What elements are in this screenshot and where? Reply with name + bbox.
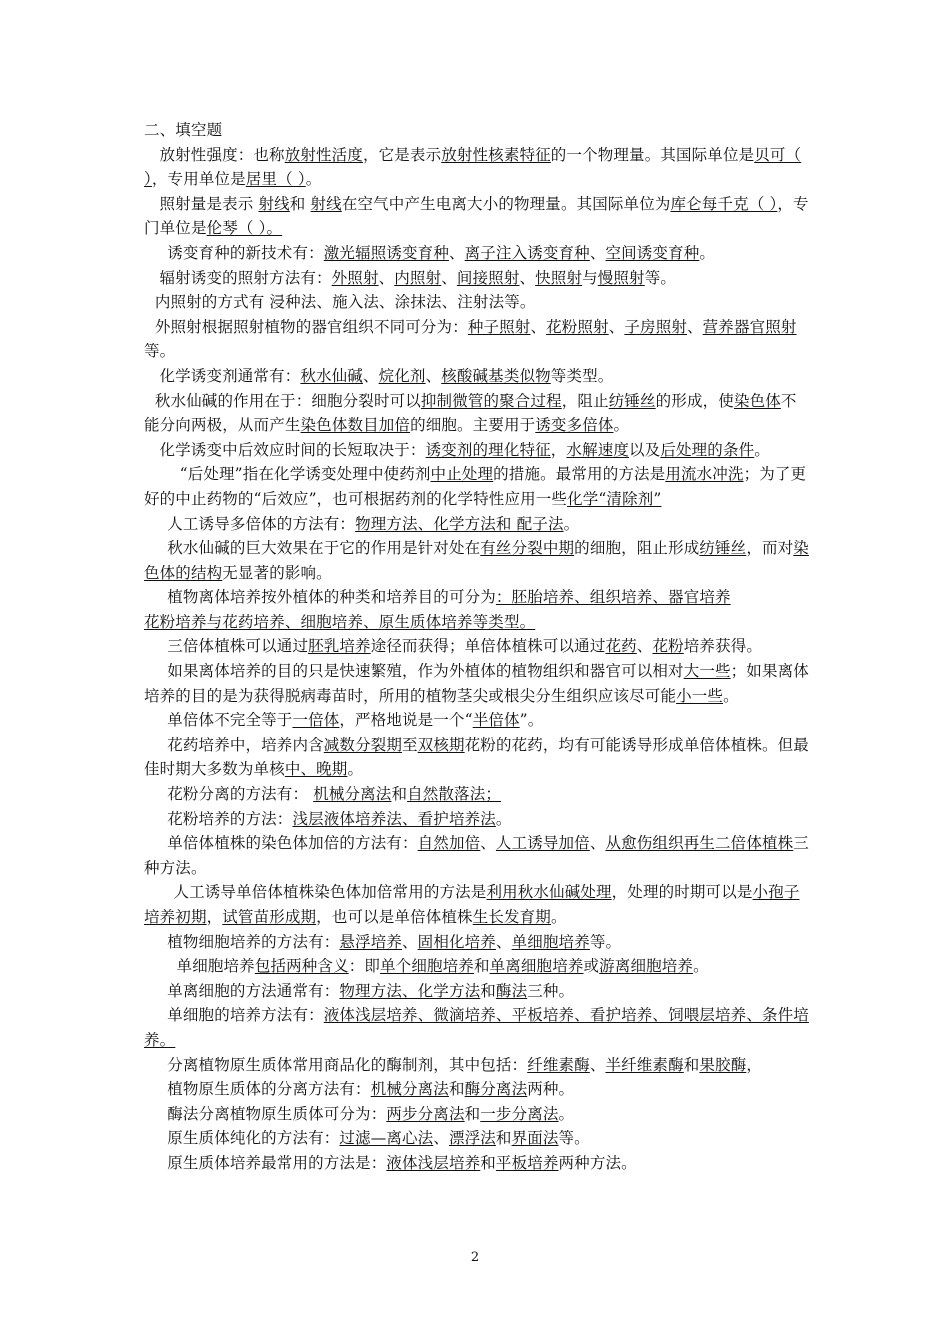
question-text: 等。 [644,268,677,287]
answer-blank: 诱变多倍体 [535,416,614,435]
question-text: 等类型。 [550,366,614,385]
question-text: 人工诱导多倍体的方法有： [167,514,356,533]
question-text: ，专门单位是 [144,194,809,238]
paragraph [144,512,812,537]
answer-blank: 生长发育期 [472,908,551,926]
paragraph [144,1151,812,1176]
question-text: 、 [589,1055,606,1074]
answer-blank: 抑制微管的聚合过程 [420,391,562,410]
paragraph [144,389,812,438]
question-text: 诱变育种的新技术有： [167,243,324,262]
question-text: 单倍体不完全等于 [167,711,293,730]
question-text: 、 [378,268,395,287]
answer-blank: 水解速度 [566,440,630,459]
answer-blank: 贝可（ ） [144,145,802,189]
question-text: 原生质体纯化的方法有： [167,1129,340,1148]
answer-blank: 用流水冲洗 [665,465,744,484]
question-text: 单细胞的培养方法有： [167,1006,324,1025]
question-text: 、 [425,366,442,385]
answer-blank: 花粉 [652,637,684,656]
question-text: 植物原生质体的分离方法有： [167,1080,371,1099]
question-text: 和 [473,957,490,976]
paragraph [144,1003,812,1052]
question-text: 和 [480,981,496,1000]
answer-blank: 居里（ ） [245,170,306,189]
answer-blank: 烷化剂 [378,366,426,385]
answer-blank: 纺锤丝 [699,539,747,558]
question-text: 。 [699,243,716,262]
answer-blank: 固相化培养 [417,932,496,951]
paragraph [144,782,812,807]
paragraph [144,241,812,266]
question-text: 、 [687,317,703,336]
answer-blank: 花粉培养与花药培养、细胞培养、原生质体培养等类型。 [144,612,536,631]
question-text: ， [746,1055,762,1074]
answer-blank: 染色体 [733,391,781,410]
paragraph [144,659,812,708]
answer-blank: 射线 [310,194,342,213]
paragraph [144,192,812,241]
answer-blank: 物理方法、化学方法和 配子法 [355,514,564,533]
question-text: ，处理的时期可以是 [611,883,753,902]
question-text: 、 [480,834,496,853]
question-text: 。 [563,514,580,533]
question-text: 和 [448,1080,465,1099]
answer-blank: 空间诱变育种 [605,243,700,262]
question-text: 。 [693,957,709,976]
question-text: 化学诱变剂通常有： [159,366,301,385]
answer-blank: 秋水仙碱 [300,366,363,385]
paragraph [144,1126,812,1151]
question-text: 、 [362,366,379,385]
question-text: 照射量是表示 [159,194,259,213]
question-text: ：即 [348,957,381,976]
answer-blank: 化学“清除剂” [567,489,662,508]
answer-blank: 一步分离法 [480,1104,559,1123]
paragraph [144,1102,812,1127]
question-text: 、 [519,268,536,287]
question-text: 和 [391,785,408,804]
answer-blank: 平板培养 [495,1153,559,1172]
question-text: 放射性强度：也称 [159,145,285,164]
question-text: 辐射诱变的照射方法有： [159,268,332,287]
page-number: 2 [470,1250,480,1265]
answer-blank: 减数分裂期 [323,735,403,754]
question-text: 花粉培养的方法： [167,809,293,828]
question-text: 。 [754,440,770,459]
answer-blank: 纤维素酶 [527,1055,590,1074]
question-text: 。 [495,809,512,828]
paragraph [144,585,812,610]
answer-blank: 中止处理 [430,465,494,484]
question-text: 、 [636,637,653,656]
question-text: 的措施。最常用的方法是 [493,465,666,484]
answer-blank: 放射性核素特征 [441,145,551,164]
question-text: 、 [530,317,547,336]
question-text: ，它是表示 [362,145,442,164]
answer-blank: 纺锤丝 [608,391,656,410]
question-text: 。 [347,760,364,779]
answer-blank: 利用秋水仙碱处理 [486,883,612,902]
paragraph [144,733,812,782]
answer-blank: 物理方法、化学方法 [339,981,481,1000]
question-text: 与 [582,268,598,287]
answer-blank: 游离细胞培养 [599,957,694,976]
answer-blank: 染色体的结构 [144,539,809,582]
question-text: 、 [589,243,606,262]
answer-blank: 射线 [258,194,290,213]
question-text: ，阻止 [561,391,609,410]
paragraph [144,954,812,979]
question-text: 无显著的影响。 [222,563,332,582]
question-text: 。 [613,416,630,435]
question-text: ，而对 [746,539,794,558]
paragraph [144,831,812,880]
paragraph [144,462,812,511]
question-text: 人工诱导单倍体植株染色体加倍常用的方法是 [173,883,487,902]
question-text: ，专用单位是 [151,170,246,189]
question-text: ，严格地说是一个“ [339,711,473,730]
answer-blank: 酶法 [495,981,528,1000]
answer-blank: 从愈伤组织再生二倍体植株 [605,834,794,853]
question-text: 两种。 [527,1080,575,1099]
paragraph [144,634,812,659]
paragraph [144,880,812,929]
answer-blank: 小孢子培养初期 [144,883,800,926]
question-text: 和 [464,1104,481,1123]
answer-blank: 液体浅层培养 [386,1153,481,1172]
answer-blank: 有丝分裂中期 [480,539,575,558]
question-text: ，也可以是单倍体植株 [316,908,473,926]
question-text: 的细胞，阻止形成 [574,539,700,558]
answer-blank: 放射性活度 [284,145,363,164]
question-text: 在空气中产生电离大小的物理量。其国际单位为 [341,194,671,213]
question-text: 至 [402,735,418,754]
question-text: 花粉的花药，均有可能诱导形成单倍体植株。但最佳时期大多数为单核 [144,735,809,779]
answer-blank: 机械分离法 [313,785,392,804]
answer-blank: 人工诱导加倍 [495,834,590,853]
paragraph [144,315,812,364]
question-text: 植物细胞培养的方法有： [167,932,340,951]
answer-blank: ：胚胎培养、组织培养、器官培养 [495,588,731,607]
answer-blank: 酶分离法 [464,1080,528,1099]
paragraph [144,979,812,1004]
question-text: 酶法分离植物原生质体可分为： [167,1104,387,1123]
paragraph [144,266,812,291]
question-text: 、 [402,932,418,951]
question-text: 。 [558,1104,575,1123]
answer-blank: 离子注入诱变育种 [464,243,590,262]
answer-blank: 染色体数目加倍 [300,416,411,435]
question-text: 不能分向两极，从而产生 [144,391,797,435]
answer-blank: 营养器官照射 [702,317,797,336]
answer-blank: 单细胞培养 [511,932,590,951]
question-text: 的一个物理量。其国际单位是 [550,145,755,164]
answer-blank: 核酸碱基类似物 [441,366,551,385]
question-text: 外照射根据照射植物的器官组织不同可分为： [154,317,468,336]
question-text: 、 [433,1129,449,1148]
question-text: ；为了更好的中止药物的“后效应”，也可根据药剂的化学特性应用一些 [144,465,807,508]
question-text: 的形成，使 [655,391,734,410]
question-text: 秋水仙碱的巨大效果在于它的作用是针对处在 [167,539,481,558]
paragraph [144,1053,812,1078]
answer-blank: 液体浅层培养、微滴培养、平板培养、看护培养、饲喂层培养、条件培养。 [144,1006,809,1049]
document-body [144,118,812,1176]
question-text: 和 [495,1129,512,1148]
paragraph [144,536,812,585]
question-text: 植物离体培养按外植体的种类和培养目的可分为 [167,588,496,607]
question-text: 等。 [144,342,176,361]
section-title: 二、填空题 [144,121,223,139]
answer-blank: 花药 [605,637,637,656]
question-text: 花粉分离的方法有： [167,785,314,804]
paragraph [144,708,812,733]
question-text: 和 [480,1153,496,1172]
question-text: 三倍体植株可以通过 [167,637,309,656]
paragraph [144,930,812,955]
answer-blank: 两步分离法 [386,1104,465,1123]
question-text: 单倍体植株的染色体加倍的方法有： [167,834,418,853]
answer-blank: 小一些 [676,686,724,705]
answer-blank: 胚乳培养 [308,637,371,656]
question-text: 的细胞。主要用于 [410,416,536,435]
question-text: 单细胞培养 [176,957,255,976]
question-text: ， [550,440,567,459]
question-text: “后处理”指在化学诱变处理中使药剂 [179,465,431,484]
answer-blank: 漂浮法 [448,1129,496,1148]
question-text: 如果离体培养的目的只是快速繁殖，作为外植体的植物组织和器官可以相对 [167,662,684,681]
question-text: ；如果离体培养的目的是为获得脱病毒苗时，所用的植物茎尖或根尖分生组织应该尽可能 [144,662,809,705]
answer-blank: 半倍体 [472,711,520,730]
answer-blank: 自然加倍 [417,834,481,853]
answer-blank: 花粉照射 [546,317,609,336]
answer-blank: 单个细胞培养 [380,957,474,976]
answer-blank: 诱变剂的理化特征 [425,440,551,459]
question-text: 内照射的方式有 浸种法、施入法、涂抹法、注射法等。 [154,293,536,312]
answer-blank: 试管苗形成期 [222,908,317,926]
answer-blank: 内照射 [394,268,442,287]
answer-blank: 界面法 [511,1129,559,1148]
question-text: 、 [441,268,457,287]
answer-blank: 快照射 [535,268,583,287]
paragraph [144,1077,812,1102]
answer-blank: 子房照射 [624,317,687,336]
answer-blank: 机械分离法 [370,1080,449,1099]
answer-blank: 外照射 [331,268,379,287]
answer-blank: 双核期 [417,735,465,754]
question-text: 。 [550,908,567,926]
question-text: ”。 [519,711,544,730]
answer-blank: 后处理的条件 [660,440,755,459]
question-text: 等。 [558,1129,590,1148]
paragraph [144,364,812,389]
answer-blank: 伦琴（ ）。 [206,219,283,238]
question-text: 原生质体培养最常用的方法是： [167,1153,387,1172]
answer-blank: 浅层液体培养法、看护培养法 [292,809,496,828]
answer-blank: 中、晚期 [284,760,348,779]
question-text: 或 [583,957,600,976]
answer-blank: 包括两种含义 [254,957,349,976]
question-text: 秋水仙碱的作用在于：细胞分裂时可以 [154,391,421,410]
question-text: ， [206,908,223,926]
paragraph [144,438,812,463]
question-text: 花药培养中，培养内含 [167,735,324,754]
answer-blank: 单离细胞培养 [489,957,584,976]
answer-blank: 果胶酶 [699,1055,747,1074]
question-text: 和 [289,194,311,213]
answer-blank: 激光辐照诱变育种 [323,243,449,262]
answer-blank: 过滤—离心法 [339,1129,434,1148]
answer-blank: 大一些 [683,662,731,681]
answer-blank: 种子照射 [467,317,531,336]
question-text: 、 [495,932,512,951]
question-text: 、 [589,834,606,853]
question-text: 等。 [589,932,622,951]
answer-blank: 库仑每千克（ ） [670,194,778,213]
question-text: 单离细胞的方法通常有： [167,981,340,1000]
question-text: 两种方法。 [558,1153,637,1172]
answer-blank: 一倍体 [292,711,340,730]
answer-blank: 间接照射 [456,268,520,287]
question-text: 和 [683,1055,700,1074]
paragraph [144,290,812,315]
question-text: 以及 [629,440,661,459]
question-text: 三种方法。 [144,834,809,877]
answer-blank: 悬浮培养 [339,932,403,951]
question-text: 分离植物原生质体常用商品化的酶制剂，其中包括： [167,1055,528,1074]
question-text: 三种。 [527,981,575,1000]
question-text: 。 [723,686,739,705]
question-text: 化学诱变中后效应时间的长短取决于： [159,440,426,459]
question-text: 。 [305,170,322,189]
paragraph [144,143,812,192]
answer-blank: 自然散落法； [407,785,502,804]
question-text: 途径而获得；单倍体植株可以通过 [370,637,606,656]
paragraph [144,610,812,635]
question-text: 培养获得。 [683,637,763,656]
question-text: 、 [608,317,625,336]
answer-blank: 慢照射 [597,268,645,287]
answer-blank: 半纤维素酶 [605,1055,684,1074]
paragraph [144,807,812,832]
question-text: 、 [448,243,465,262]
